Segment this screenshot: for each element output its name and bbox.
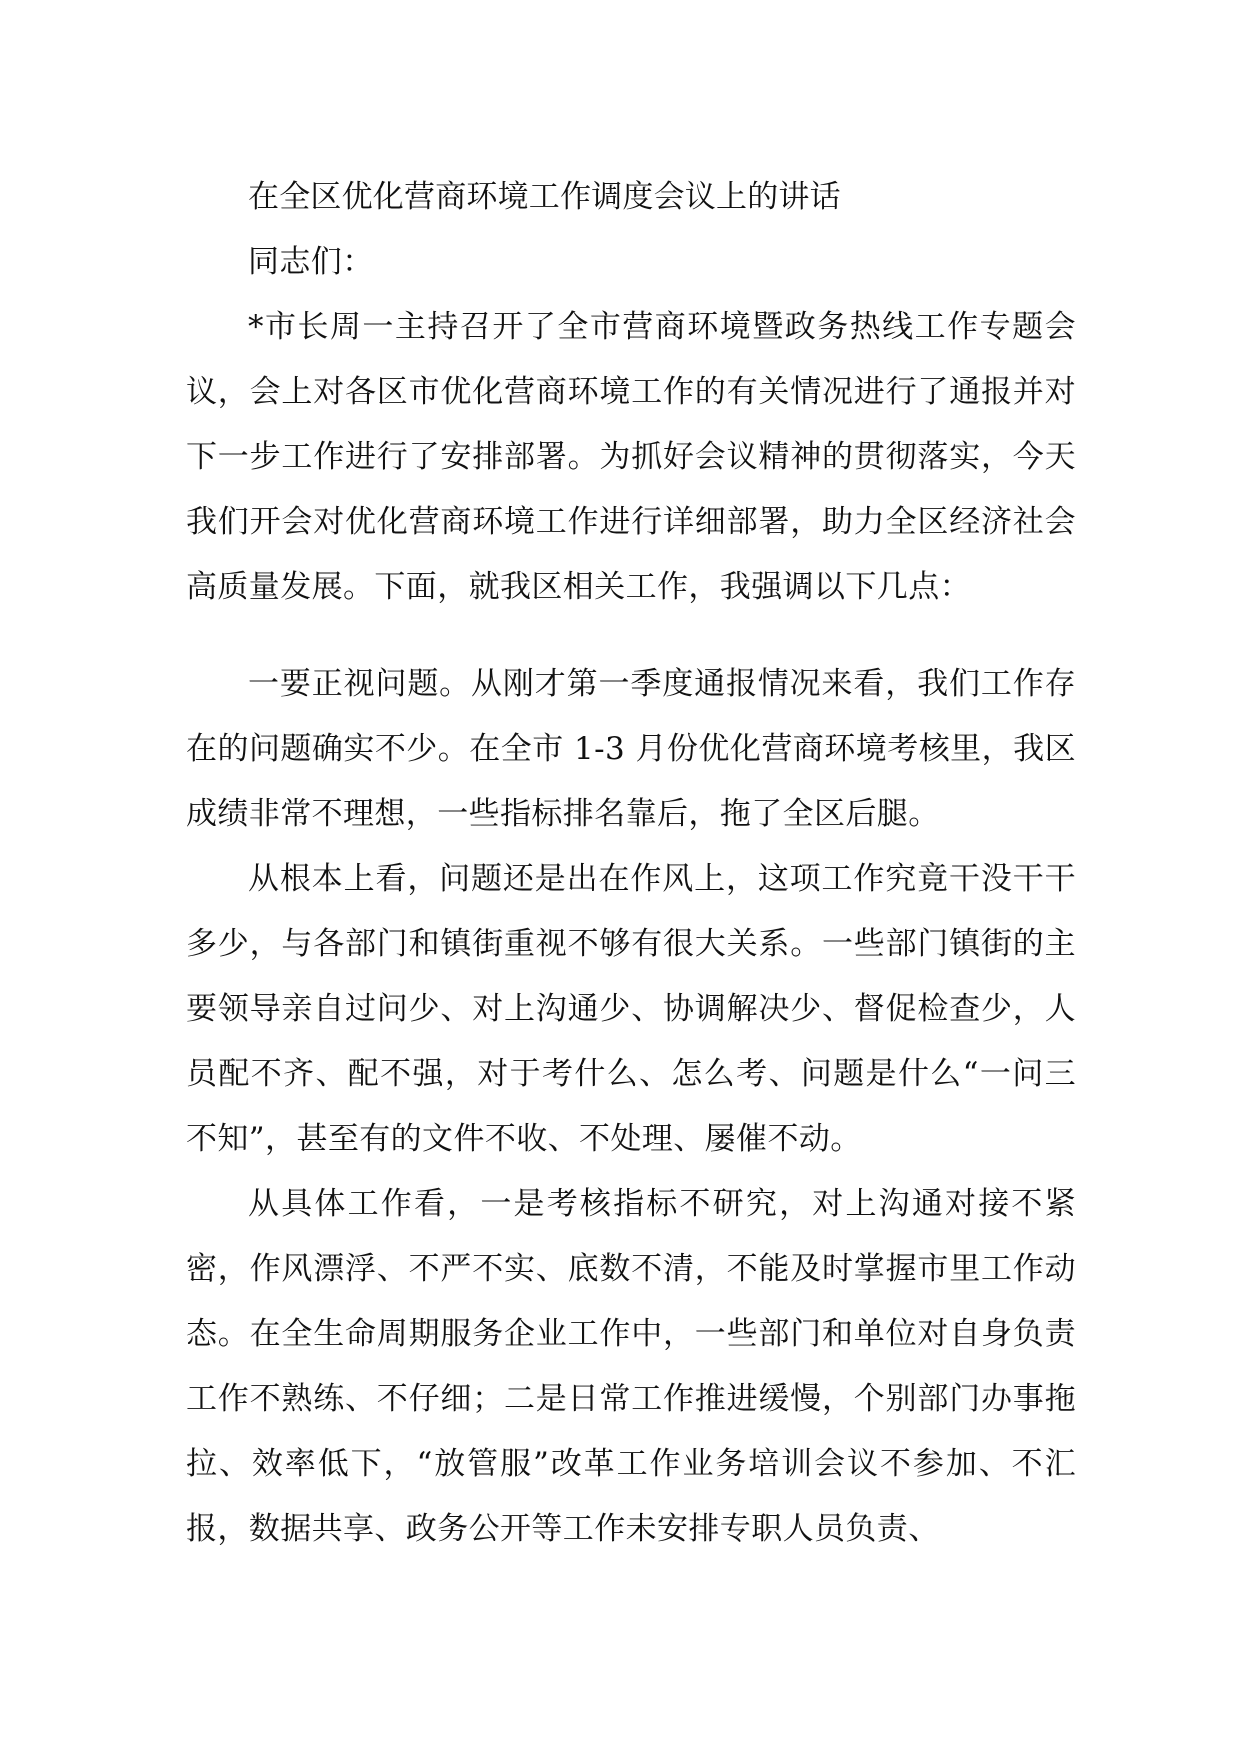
paragraph-specific-work: 从具体工作看，一是考核指标不研究，对上沟通对接不紧密，作风漂浮、不严不实、底数不清，不能及时掌握市里工作动态。在全生命周期服务企业工作中，一些部门和单位对自身负责工作不熟练、不仔细；二是日常工作推进缓慢，个别部门办事拖拉、效率低下，“放管服”改革工作业务培训会议不参加、不汇报，数据共享、政务公开等工作未安排专职人员负责、 [186, 1186, 1076, 1547]
paragraph-root-cause: 从根本上看，问题还是出在作风上，这项工作究竟干没干干多少，与各部门和镇街重视不够有很大关系。一些部门镇街的主要领导亲自过问少、对上沟通少、协调解决少、督促检查少，人员配不齐、配不强，对于考什么、怎么考、问题是什么“一问三不知”，甚至有的文件不收、不处理、屡催不动。 [186, 861, 1076, 1157]
paragraph-face-problems: 一要正视问题。从刚才第一季度通报情况来看，我们工作存在的问题确实不少。在全市 1-3 月份优化营商环境考核里，我区成绩非常不理想，一些指标排名靠后，拖了全区后腿。 [186, 666, 1076, 832]
document-body [186, 165, 1076, 1562]
salutation: 同志们： [248, 244, 374, 280]
paragraph-intro: *市长周一主持召开了全市营商环境暨政务热线工作专题会议，会上对各区市优化营商环境工作的有关情况进行了通报并对下一步工作进行了安排部署。为抓好会议精神的贯彻落实，今天我们开会对优化营商环境工作进行详细部署，助力全区经济社会高质量发展。下面，就我区相关工作，我强调以下几点： [186, 309, 1076, 605]
document-title: 在全区优化营商环境工作调度会议上的讲话 [248, 179, 841, 215]
